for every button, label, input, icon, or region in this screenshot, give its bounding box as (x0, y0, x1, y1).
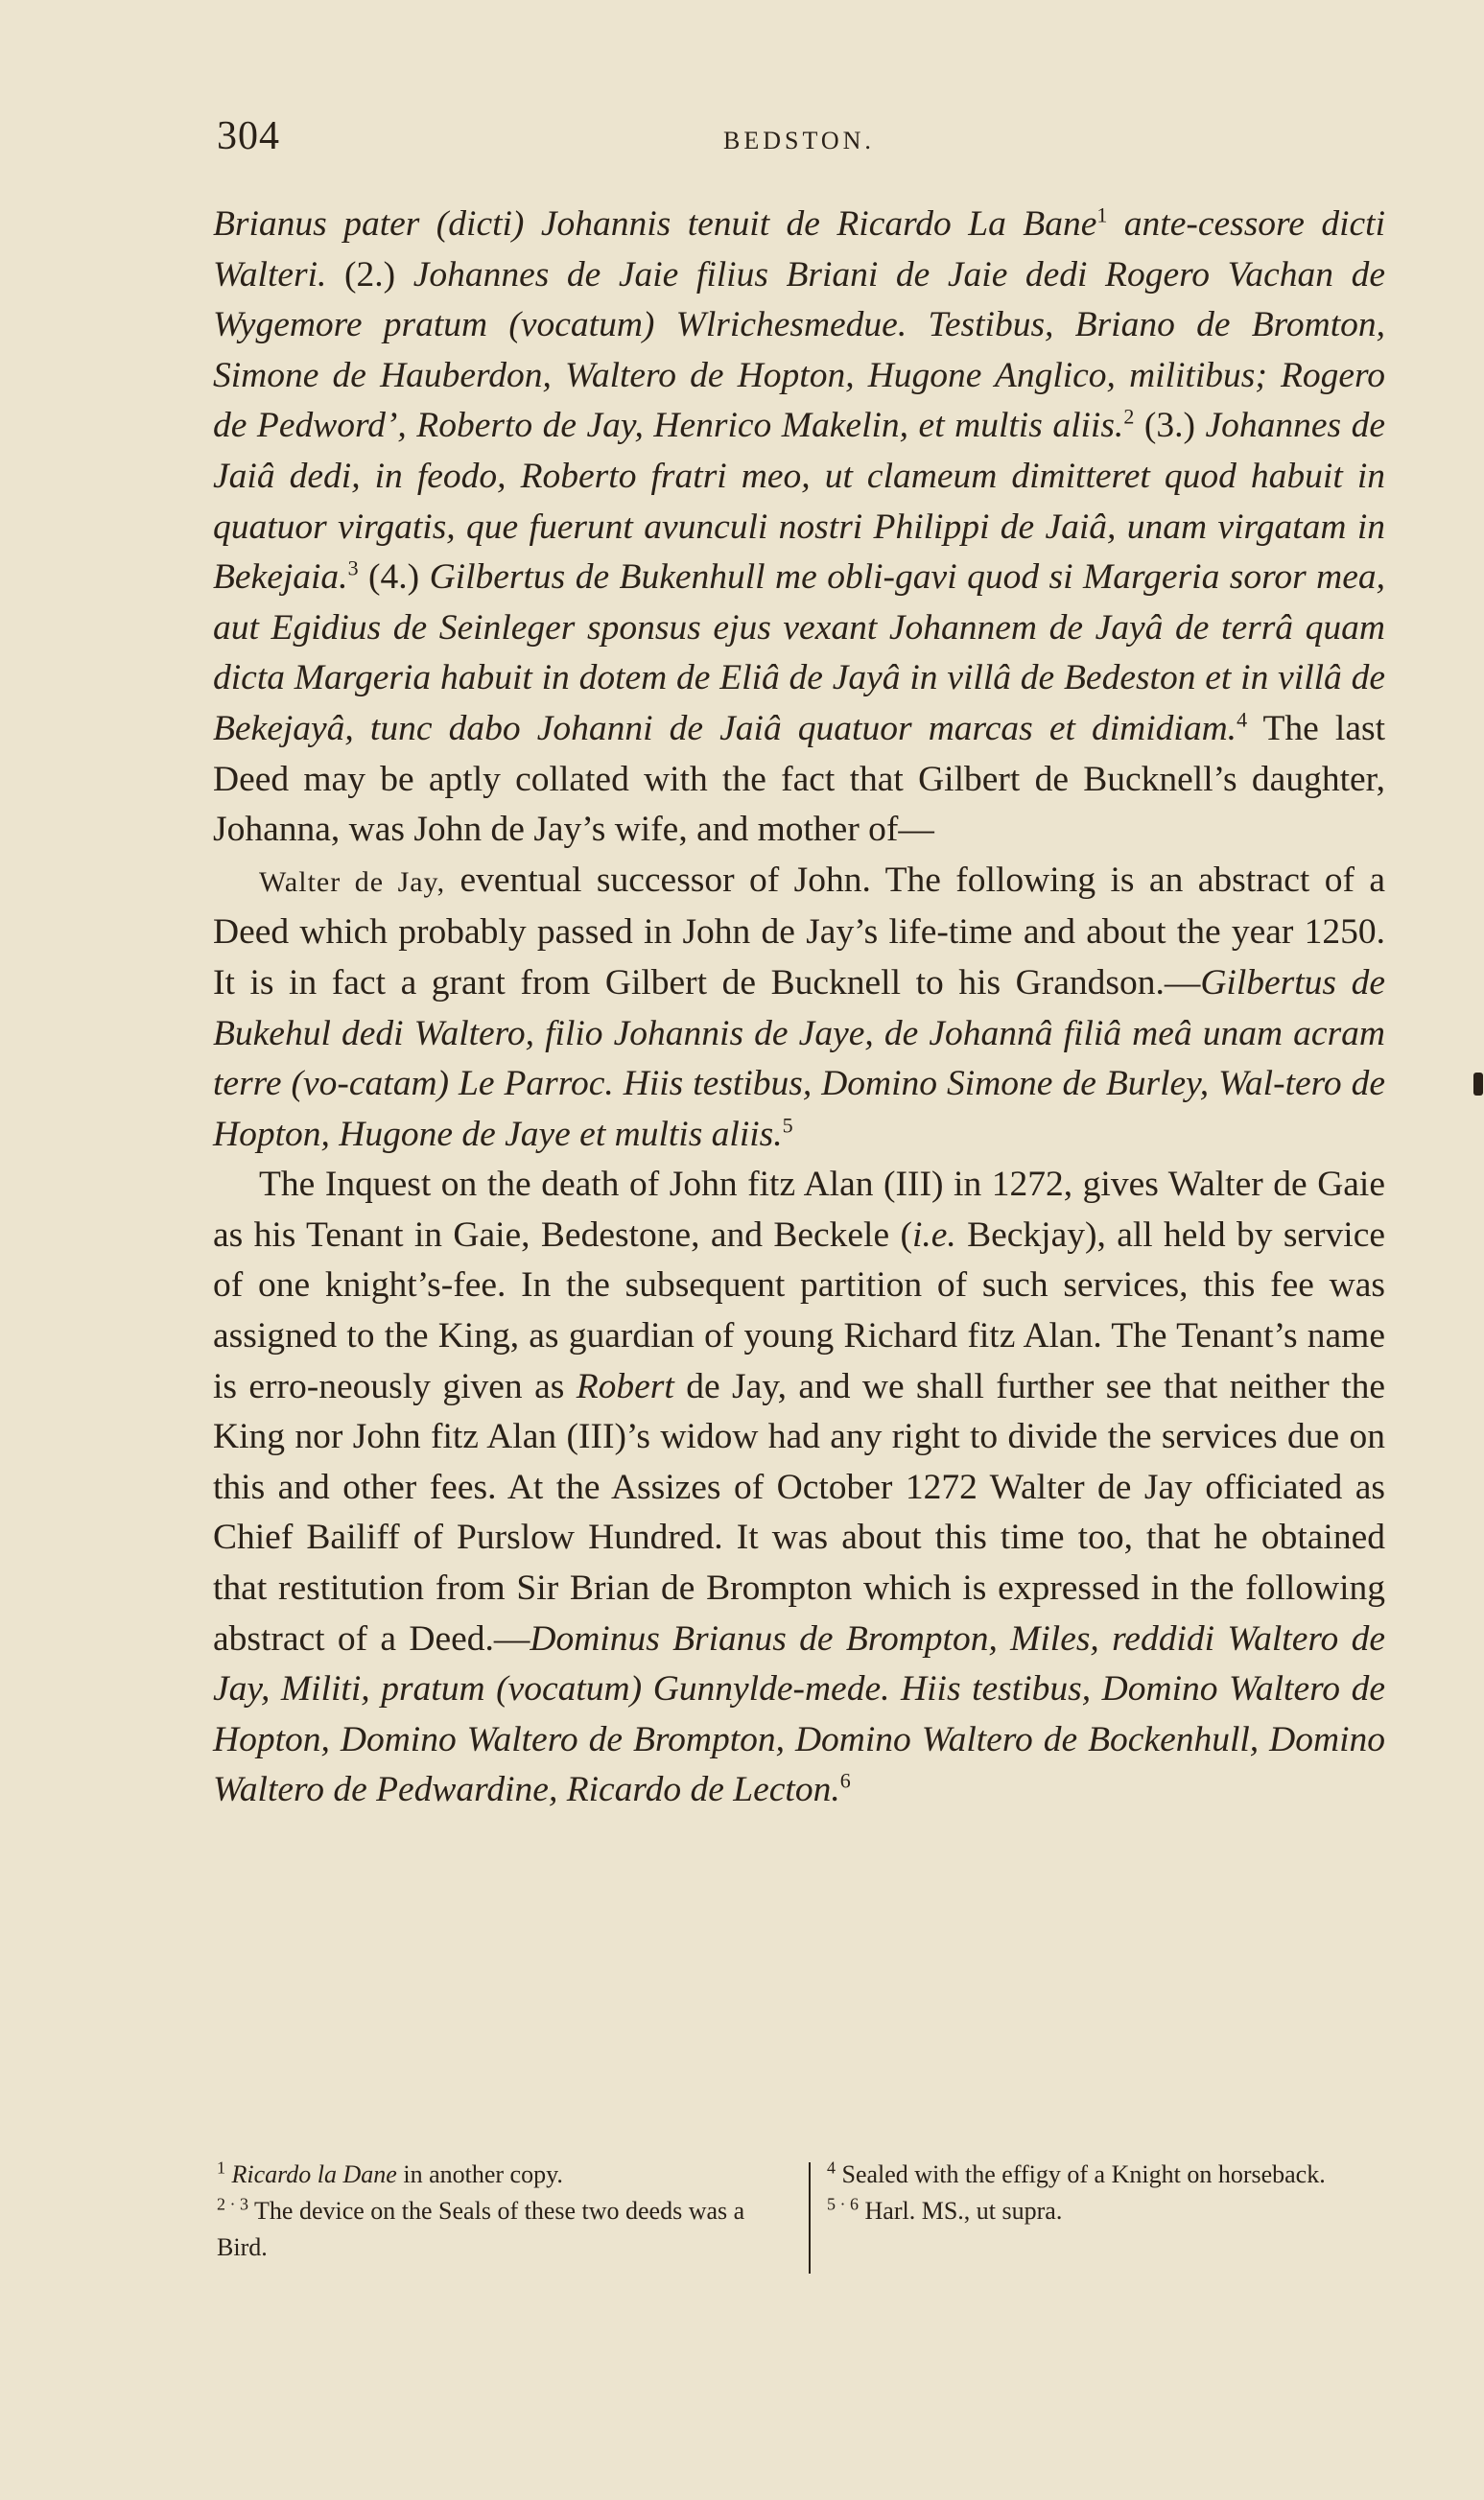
footnote-divider (809, 2162, 811, 2274)
page-number: 304 (217, 114, 280, 158)
footnote-2-3-number: 2 · 3 (217, 2194, 248, 2214)
latin-deed-2: Johannes de Jaie filius Briani de Jaie dedi Rogero Vachan de Wygemore pratum (vocatum) Wlrichesmedue. Testibus, Briano de Bromton, Simone de Hauberdon, Waltero de Hopton, Hugone Anglico, militibus; Rogero de Pedword’, Roberto de Jay, Henrico Makelin, et multis aliis. (213, 254, 1386, 446)
footnote-2-3-text: The device on the Seals of these two deeds was a Bird. (217, 2197, 745, 2261)
footnote-1 (217, 2157, 790, 2193)
footnote-1-number: 1 (217, 2158, 225, 2178)
footnote-ref-5: 5 (782, 1113, 793, 1138)
footnote-ref-4: 4 (1237, 707, 1248, 732)
latin-deed-1: Brianus pater (dicti) Johannis tenuit de Ricardo La Bane (213, 204, 1097, 244)
footnote-4-text: Sealed with the effigy of a Knight on horseback. (836, 2160, 1326, 2188)
footnote-ref-6: 6 (839, 1768, 851, 1793)
footnote-ref-1: 1 (1096, 202, 1108, 227)
footnote-5-6-number: 5 · 6 (827, 2194, 859, 2214)
footnote-5-6-text: Harl. MS., ut supra. (859, 2197, 1063, 2225)
page-header (217, 113, 1397, 171)
footnote-2-3 (217, 2193, 790, 2266)
paragraph-2 (213, 856, 1385, 1161)
paragraph-3-text-b: Beckjay), all held by service of one knight’s-fee. In the subsequent partition of such services, this fee was assigned to the King, as guardian of young Richard fitz Alan. The Tenant’s name is erro-neously given as (213, 1215, 1385, 1406)
robert-name: Robert (576, 1366, 674, 1406)
latin-deed-3: Johannes de Jaiâ dedi, in feodo, Roberto fratri meo, ut clameum dimitteret quod habuit in quatuor virgatis, que fuerunt avunculi nostri Philippi de Jaiâ, unam virgatam in Bekejaia. (213, 406, 1385, 598)
walter-de-jay-heading: Walter de Jay, (259, 865, 446, 898)
ie-abbrev: i.e. (911, 1215, 956, 1255)
latin-deed-6: Dominus Brianus de Brompton, Miles, reddidi Waltero de Jay, Militi, pratum (vocatum) Gunnylde-mede. Hiis testibus, Domino Waltero de Hopton, Domino Waltero de Brompton, Domino Waltero de Bockenhull, Domino Waltero de Pedwardine, Ricardo de Lecton. (213, 1618, 1386, 1810)
paragraph-1 (213, 200, 1385, 856)
latin-deed-4: Gilbertus de Bukenhull me obli-gavi quod si Margeria soror mea, aut Egidius de Seinleger sponsus ejus vexant Johannem de Jayâ de terrâ quam dicta Margeria habuit in dotem de Eliâ de Jayâ in villâ de Bedeston et in villâ de Bekejayâ, tunc dabo Johanni de Jaiâ quatuor marcas et dimidiam. (213, 557, 1385, 748)
deed-number-3: (3.) (1134, 406, 1206, 446)
paragraph-3 (213, 1160, 1385, 1816)
footnote-ref-3: 3 (347, 555, 359, 580)
margin-ink-mark (1473, 1073, 1483, 1096)
deed-number-4: (4.) (358, 557, 430, 598)
footnotes (217, 2157, 1389, 2281)
running-title: BEDSTON. (723, 127, 875, 154)
footnotes-right-column (827, 2157, 1393, 2229)
footnote-1-italic: Ricardo la Dane (231, 2160, 397, 2188)
footnote-4 (827, 2157, 1393, 2193)
latin-deed-5: Gilbertus de Bukehul dedi Waltero, filio Johannis de Jaye, de Johannâ filiâ meâ unam acram terre (vo-catam) Le Parroc. Hiis testibus, Domino Simone de Burley, Wal-tero de Hopton, Hugone de Jaye et multis aliis. (213, 962, 1385, 1154)
deed-number-2: (2.) (326, 254, 413, 295)
paragraph-3-text-c: de Jay, and we shall further see that neither the King nor John fitz Alan (III)’s widow had any right to divide the services due on this and other fees. At the Assizes of October 1272 Walter de Jay officiated as Chief Bailiff of Purslow Hundred. It was about this time too, that he obtained that restitution from Sir Brian de Brompton which is expressed in the following abstract of a Deed.— (213, 1366, 1386, 1659)
footnote-1-text: in another copy. (396, 2160, 563, 2188)
footnotes-left-column (217, 2157, 790, 2266)
paragraph-3-text-a: The Inquest on the death of John fitz Alan (III) in 1272, gives Walter de Gaie as his Tenant in Gaie, Bedestone, and Beckele ( (213, 1165, 1385, 1255)
footnote-5-6 (827, 2193, 1393, 2229)
footnote-ref-2: 2 (1123, 404, 1135, 429)
latin-deed-1-cont: ante-cessore dicti Walteri. (213, 204, 1385, 295)
main-text (213, 200, 1385, 1816)
commentary-text: The last Deed may be aptly collated with the fact that Gilbert de Bucknell’s daughter, Johanna, was John de Jay’s wife, and mother of— (213, 708, 1385, 850)
footnote-4-number: 4 (827, 2158, 836, 2178)
paragraph-2-text: eventual successor of John. The following is an abstract of a Deed which probably passed in John de Jay’s life-time and about the year 1250. It is in fact a grant from Gilbert de Bucknell to his Grandson.— (213, 860, 1385, 1002)
